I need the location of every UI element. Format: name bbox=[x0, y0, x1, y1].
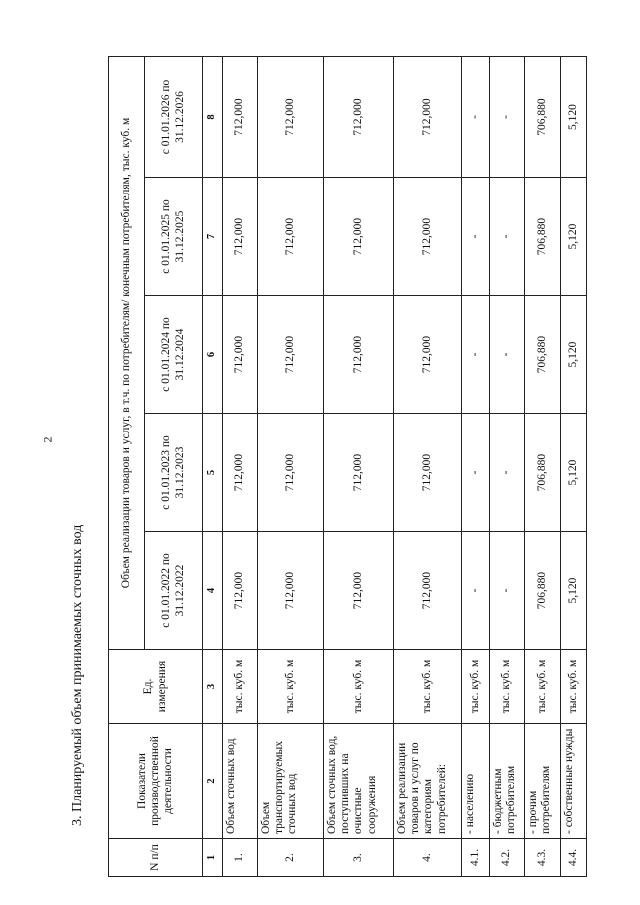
row-value: 5,120 bbox=[561, 296, 587, 414]
row-value: 712,000 bbox=[223, 178, 258, 296]
row-unit: тыс. куб. м bbox=[223, 650, 258, 724]
row-value: 712,000 bbox=[394, 532, 462, 650]
row-value: 712,000 bbox=[324, 414, 394, 532]
row-unit: тыс. куб. м bbox=[525, 650, 561, 724]
table-row bbox=[525, 56, 561, 876]
row-value: 5,120 bbox=[561, 532, 587, 650]
row-value: 712,000 bbox=[324, 532, 394, 650]
row-value: - bbox=[490, 532, 525, 650]
row-value: 712,000 bbox=[223, 56, 258, 177]
row-value: 5,120 bbox=[561, 178, 587, 296]
row-value: 706,880 bbox=[525, 178, 561, 296]
row-value: 712,000 bbox=[394, 296, 462, 414]
rotated-table-container bbox=[108, 57, 579, 877]
row-value: - bbox=[490, 178, 525, 296]
row-value: 712,000 bbox=[258, 414, 324, 532]
table-wrapper bbox=[108, 57, 579, 877]
row-value: 712,000 bbox=[223, 532, 258, 650]
header-period-2024: с 01.01.2024 по 31.12.2024 bbox=[145, 296, 203, 414]
row-num: 4.2. bbox=[490, 839, 525, 877]
row-unit: тыс. куб. м bbox=[394, 650, 462, 724]
row-value: 712,000 bbox=[258, 178, 324, 296]
header-period-2023: с 01.01.2023 по 31.12.2023 bbox=[145, 414, 203, 532]
header-volume-group: Объем реализации товаров и услуг, в т.ч. по потребителям/ конечным потребителям, тыс. куб. м bbox=[109, 56, 145, 649]
row-value: 712,000 bbox=[324, 56, 394, 177]
column-number: 7 bbox=[203, 178, 223, 296]
row-unit: тыс. куб. м bbox=[462, 650, 490, 724]
column-number: 8 bbox=[203, 56, 223, 177]
row-num: 4.4. bbox=[561, 839, 587, 877]
row-value: 706,880 bbox=[525, 296, 561, 414]
row-num: 1. bbox=[223, 839, 258, 877]
table-row bbox=[324, 56, 394, 876]
row-value: - bbox=[490, 414, 525, 532]
row-value: 712,000 bbox=[258, 296, 324, 414]
row-value: 712,000 bbox=[258, 56, 324, 177]
row-value: 5,120 bbox=[561, 56, 587, 177]
row-unit: тыс. куб. м bbox=[490, 650, 525, 724]
row-value: 712,000 bbox=[223, 296, 258, 414]
table-row bbox=[490, 56, 525, 876]
row-value: 706,880 bbox=[525, 414, 561, 532]
row-indicator: - собственные нужды bbox=[561, 724, 587, 839]
row-value: 712,000 bbox=[324, 178, 394, 296]
table-row bbox=[394, 56, 462, 876]
table-row bbox=[223, 56, 258, 876]
row-value: - bbox=[490, 296, 525, 414]
row-value: 712,000 bbox=[324, 296, 394, 414]
row-value: 706,880 bbox=[525, 532, 561, 650]
row-num: 4.3. bbox=[525, 839, 561, 877]
column-number: 6 bbox=[203, 296, 223, 414]
column-number: 3 bbox=[203, 650, 223, 724]
column-number-row bbox=[203, 56, 223, 876]
page-number: 2 bbox=[40, 436, 55, 443]
row-unit: тыс. куб. м bbox=[324, 650, 394, 724]
row-indicator: Объем реализации товаров и услуг по категориям потребителей: bbox=[394, 724, 462, 839]
row-num: 2. bbox=[258, 839, 324, 877]
row-value: 712,000 bbox=[394, 414, 462, 532]
row-value: 706,880 bbox=[525, 56, 561, 177]
row-value: - bbox=[462, 56, 490, 177]
row-num: 3. bbox=[324, 839, 394, 877]
header-period-2025: с 01.01.2025 по 31.12.2025 bbox=[145, 178, 203, 296]
row-value: - bbox=[490, 56, 525, 177]
row-unit: тыс. куб. м bbox=[258, 650, 324, 724]
row-indicator: - населению bbox=[462, 724, 490, 839]
row-value: - bbox=[462, 532, 490, 650]
row-unit: тыс. куб. м bbox=[561, 650, 587, 724]
table-row bbox=[258, 56, 324, 876]
table-row bbox=[561, 56, 587, 876]
column-number: 5 bbox=[203, 414, 223, 532]
header-indicator: Показатели производственной деятельности bbox=[109, 724, 203, 839]
row-indicator: - бюджетным потребителям bbox=[490, 724, 525, 839]
row-value: 712,000 bbox=[394, 178, 462, 296]
row-indicator: Объем сточных вод, поступивших на очистные сооружения bbox=[324, 724, 394, 839]
column-number: 4 bbox=[203, 532, 223, 650]
sewage-volume-table bbox=[108, 56, 587, 877]
row-value: 712,000 bbox=[394, 56, 462, 177]
row-value: 5,120 bbox=[561, 414, 587, 532]
row-num: 4.1. bbox=[462, 839, 490, 877]
row-value: - bbox=[462, 296, 490, 414]
row-indicator: Объем транспортируемых сточных вод bbox=[258, 724, 324, 839]
row-value: - bbox=[462, 414, 490, 532]
row-value: - bbox=[462, 178, 490, 296]
column-number: 2 bbox=[203, 724, 223, 839]
row-indicator: - прочим потребителям bbox=[525, 724, 561, 839]
header-period-2022: с 01.01.2022 по 31.12.2022 bbox=[145, 532, 203, 650]
row-indicator: Объем сточных вод bbox=[223, 724, 258, 839]
row-value: 712,000 bbox=[258, 532, 324, 650]
header-num: N п/п bbox=[109, 839, 203, 877]
row-value: 712,000 bbox=[223, 414, 258, 532]
header-unit: Ед. измерения bbox=[109, 650, 203, 724]
section-title: 3. Планируемый объем принимаемых сточных вод bbox=[70, 524, 85, 826]
column-number: 1 bbox=[203, 839, 223, 877]
table-row bbox=[462, 56, 490, 876]
header-period-2026: с 01.01.2026 по 31.12.2026 bbox=[145, 56, 203, 177]
row-num: 4. bbox=[394, 839, 462, 877]
